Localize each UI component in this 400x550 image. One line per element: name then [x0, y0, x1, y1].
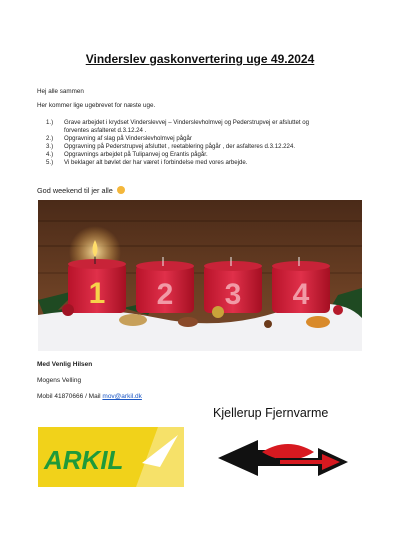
greeting: Hej alle sammen	[37, 88, 84, 95]
list-item	[37, 159, 367, 167]
advent-candles-photo	[38, 200, 362, 351]
list-item-number: 4.)	[46, 151, 54, 159]
list-item-text: Grave arbejdet i krydset Vinderslevvej – Vinderslevholmvej og Pederstrupvej er afsluttet og	[64, 119, 310, 126]
candle-number: 2	[156, 278, 174, 311]
list-item-number: 5.)	[46, 159, 54, 167]
list-item-text: Opgravnings arbejdet på Tulipanvej og Erantis pågår.	[64, 151, 208, 159]
intro-text: Her kommer lige ugebrevet for næste uge.	[37, 102, 156, 109]
kjellerup-logo	[218, 436, 348, 481]
list-item-number: 2.)	[46, 135, 54, 143]
kjellerup-title: Kjellerup Fjernvarme	[213, 406, 329, 420]
list-item-number: 3.)	[46, 143, 54, 151]
page-title: Vinderslev gaskonvertering uge 49.2024	[85, 52, 315, 66]
arkil-wordmark: ARKIL	[44, 445, 124, 475]
list-item-number: 1.)	[46, 119, 54, 126]
email-link[interactable]: mov@arkil.dk	[102, 393, 142, 400]
candle-number: 3	[224, 278, 242, 311]
update-list	[37, 119, 367, 168]
closing: Med Venlig Hilsen	[37, 361, 93, 368]
arkil-logo	[38, 427, 184, 487]
list-item-text: Vi beklager alt bøvlet der har været i forbindelse med vores arbejde.	[64, 159, 248, 167]
signer-name: Mogens Velling	[37, 377, 82, 384]
smiley-icon	[117, 186, 125, 194]
list-item-text: forventes asfalteret d.3.12.24 .	[64, 127, 147, 135]
candle-number: 4	[292, 278, 310, 311]
contact-line: Mobil 41870666 / Mail mov@arkil.dk	[37, 393, 142, 400]
candle-number: 1	[88, 277, 106, 310]
list-item	[37, 143, 367, 151]
list-item	[37, 135, 367, 143]
list-item	[37, 151, 367, 159]
list-item	[37, 119, 367, 135]
weekend-greeting: God weekend til jer alle	[37, 186, 125, 195]
list-item-text: Opgravning på Pederstrupvej afsluttet , reetablering pågår , der asfalteres d.3.12.224.	[64, 143, 296, 151]
list-item-text: Opgravning af slag på Vinderslevholmvej pågår	[64, 135, 192, 143]
